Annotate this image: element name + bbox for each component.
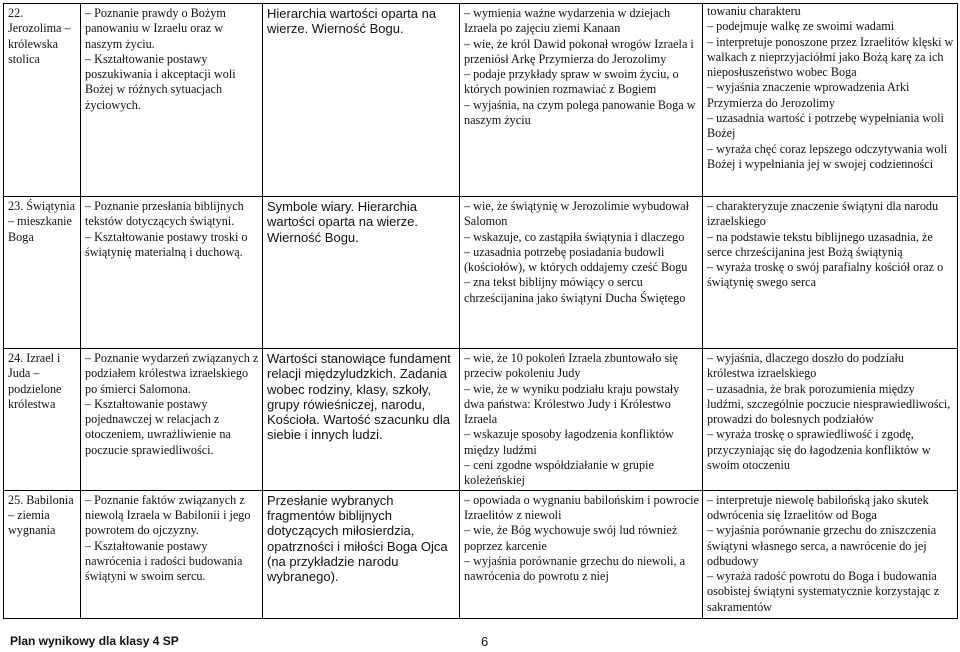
table-row: [4, 349, 958, 491]
extended-item: – wyraża troskę o swój parafialny kościół oraz o świątynię swego serca: [707, 260, 944, 290]
requirement-item: – wie, że Bóg wychowuje swój lud również poprzez karcenie: [464, 523, 678, 553]
values-text: Przesłanie wybranych fragmentów biblijnych dotyczących miłosierdzia, opatrzności i miłości Boga Ojca (na przykładzie narodu wybranego).: [267, 492, 448, 585]
values-text: Symbole wiary. Hierarchia wartości oparta na wierze. Wierność Bogu.: [267, 199, 419, 245]
goal-item: – Kształtowanie postawy poszukiwania i akceptacji woli Bożej w różnych sytuacjach życiowych.: [85, 51, 236, 112]
extended-item: – na podstawie tekstu biblijnego uzasadnia, że serce chrześcijanina jest Bożą świątynią: [707, 229, 933, 259]
goal-item: – Poznanie faktów związanych z niewolą Izraela w Babilonii i jego powrotem do ojczyzny.: [85, 492, 251, 538]
goal-item: – Kształtowanie postawy nawrócenia i radości budowania świątyni w swoim sercu.: [85, 538, 243, 584]
requirement-item: – zna tekst biblijny mówiący o sercu chrześcijanina jako świątyni Ducha Świętego: [464, 275, 686, 305]
curriculum-table: [3, 3, 958, 619]
extended-cell: [703, 4, 958, 197]
values-text: Wartości stanowiące fundament relacji międzyludzkich. Zadania wobec rodziny, klasy, szkoły, grupy rówieśniczej, narodu, Kościoła. Wartość szacunku dla siebie i innych ludzi.: [267, 351, 451, 443]
topic-text: 25. Babilonia – ziemia wygnania: [8, 492, 74, 538]
goal-item: – Kształtowanie postawy pojednawczej w relacjach z otoczeniem, uwrażliwienie na poczucie sprawiedliwości.: [85, 396, 231, 457]
topic-text: 24. Izrael i Juda – podzielone królestwa: [8, 351, 62, 411]
goal-item: – Poznanie prawdy o Bożym panowaniu w Izraelu oraz w naszym życiu.: [85, 6, 226, 51]
values-cell: [263, 197, 460, 349]
goals-cell: [81, 197, 263, 349]
requirement-item: – podaje przykłady spraw w swoim życiu, o których powinien rozmawiać z Bogiem: [464, 67, 679, 97]
requirement-item: – ceni zgodne współdziałanie w grupie koleżeńskiej: [464, 458, 654, 488]
goal-item: – Kształtowanie postawy troski o świątynię materialną i duchową.: [85, 229, 248, 259]
extended-item: – uzasadnia, że brak porozumienia między ludźmi, szczególnie poczucie niesprawiedliwości, prowadzi do bolesnych podziałów: [707, 381, 951, 427]
goal-item: – Poznanie wydarzeń związanych z podziałem królestwa izraelskiego po śmierci Salomona.: [85, 351, 259, 396]
footer-title: Plan wynikowy dla klasy 4 SP: [10, 634, 179, 648]
extended-item: – interpretuje niewolę babilońską jako skutek odwrócenia się Izraelitów od Boga: [707, 492, 929, 522]
goal-item: – Poznanie przesłania biblijnych tekstów dotyczących świątyni.: [85, 199, 244, 229]
extended-item: – uzasadnia wartość i potrzebę wypełniania woli Bożej: [707, 111, 944, 141]
table-row: [4, 490, 958, 618]
extended-item: – charakteryzuje znaczenie świątyni dla narodu izraelskiego: [707, 199, 939, 229]
topic-text: 22. Jerozolima – królewska stolica: [8, 6, 71, 66]
values-cell: [263, 490, 460, 618]
requirements-cell: [460, 349, 703, 491]
extended-item: – wyraża radość powrotu do Boga i budowania osobistej świątyni systematycznie korzystając z sakramentów: [707, 569, 940, 614]
topic-cell: [4, 349, 81, 491]
continued-text: towaniu charakteru: [707, 4, 801, 18]
requirement-item: – wyjaśnia, na czym polega panowanie Boga w naszym życiu: [464, 97, 696, 128]
table-row: [4, 4, 958, 197]
requirements-cell: [460, 197, 703, 349]
requirement-item: – wskazuje, co zastąpiła świątynia i dlaczego: [464, 229, 685, 244]
extended-item: – wyjaśnia, dlaczego doszło do podziału królestwa izraelskiego: [707, 351, 904, 381]
extended-item: – wyraża troskę o sprawiedliwość i zgodę, przyczyniając się do łagodzenia konfliktów w swoim otoczeniu: [707, 427, 931, 473]
topic-text: 23. Świątynia – mieszkanie Boga: [8, 199, 76, 244]
extended-cell: [703, 490, 958, 618]
requirement-item: – uzasadnia potrzebę posiadania budowli (kościołów), w których oddajemy cześć Bogu: [464, 244, 688, 275]
extended-cell: [703, 197, 958, 349]
requirements-cell: [460, 4, 703, 197]
values-cell: [263, 4, 460, 197]
goals-cell: [81, 490, 263, 618]
requirements-cell: [460, 490, 703, 618]
extended-item: – interpretuje ponoszone przez Izraelitów klęski w walkach z nieprzyjaciółmi jako Bożą karę za ich nieposłuszeństwo wobec Boga: [707, 34, 954, 80]
values-text: Hierarchia wartości oparta na wierze. Wierność Bogu.: [267, 6, 437, 37]
table-row: [4, 197, 958, 349]
page-number: 6: [481, 634, 489, 649]
requirement-item: – opowiada o wygnaniu babilońskim i powrocie Izraelitów z niewoli: [464, 492, 699, 522]
extended-item: – wyjaśnia porównanie grzechu do zniszczenia świątyni własnego serca, a nawrócenie do jej odbudowy: [707, 523, 937, 568]
extended-item: – wyraża chęć coraz lepszego odczytywania woli Bożej i wypełniania jej w swojej codzienności: [707, 141, 948, 171]
goals-cell: [81, 349, 263, 491]
values-cell: [263, 349, 460, 491]
topic-cell: [4, 197, 81, 349]
topic-cell: [4, 490, 81, 618]
requirement-item: – wskazuje sposoby łagodzenia konfliktów między ludźmi: [464, 427, 674, 457]
requirement-item: – wie, że 10 pokoleń Izraela zbuntowało się przeciw pokoleniu Judy: [464, 351, 678, 381]
extended-cell: [703, 349, 958, 491]
extended-item: – wyjaśnia znaczenie wprowadzenia Arki Przymierza do Jerozolimy: [707, 80, 910, 110]
goals-cell: [81, 4, 263, 197]
requirement-item: – wyjaśnia porównanie grzechu do niewoli, a nawrócenia do powrotu z niej: [464, 553, 685, 584]
extended-item: – podejmuje walkę ze swoimi wadami: [707, 19, 895, 34]
requirement-item: – wie, że w wyniku podziału kraju powstały dwa państwa: Królestwo Judy i Królestwo Izraela: [464, 381, 680, 427]
requirement-item: – wie, że król Dawid pokonał wrogów Izraela i przeniósł Arkę Przymierza do Jerozolimy: [464, 36, 694, 66]
plan-page: [3, 3, 958, 619]
requirement-item: – wymienia ważne wydarzenia w dziejach Izraela po zajęciu ziemi Kanaan: [464, 6, 671, 36]
requirement-item: – wie, że świątynię w Jerozolimie wybudował Salomon: [464, 199, 690, 229]
topic-cell: [4, 4, 81, 197]
